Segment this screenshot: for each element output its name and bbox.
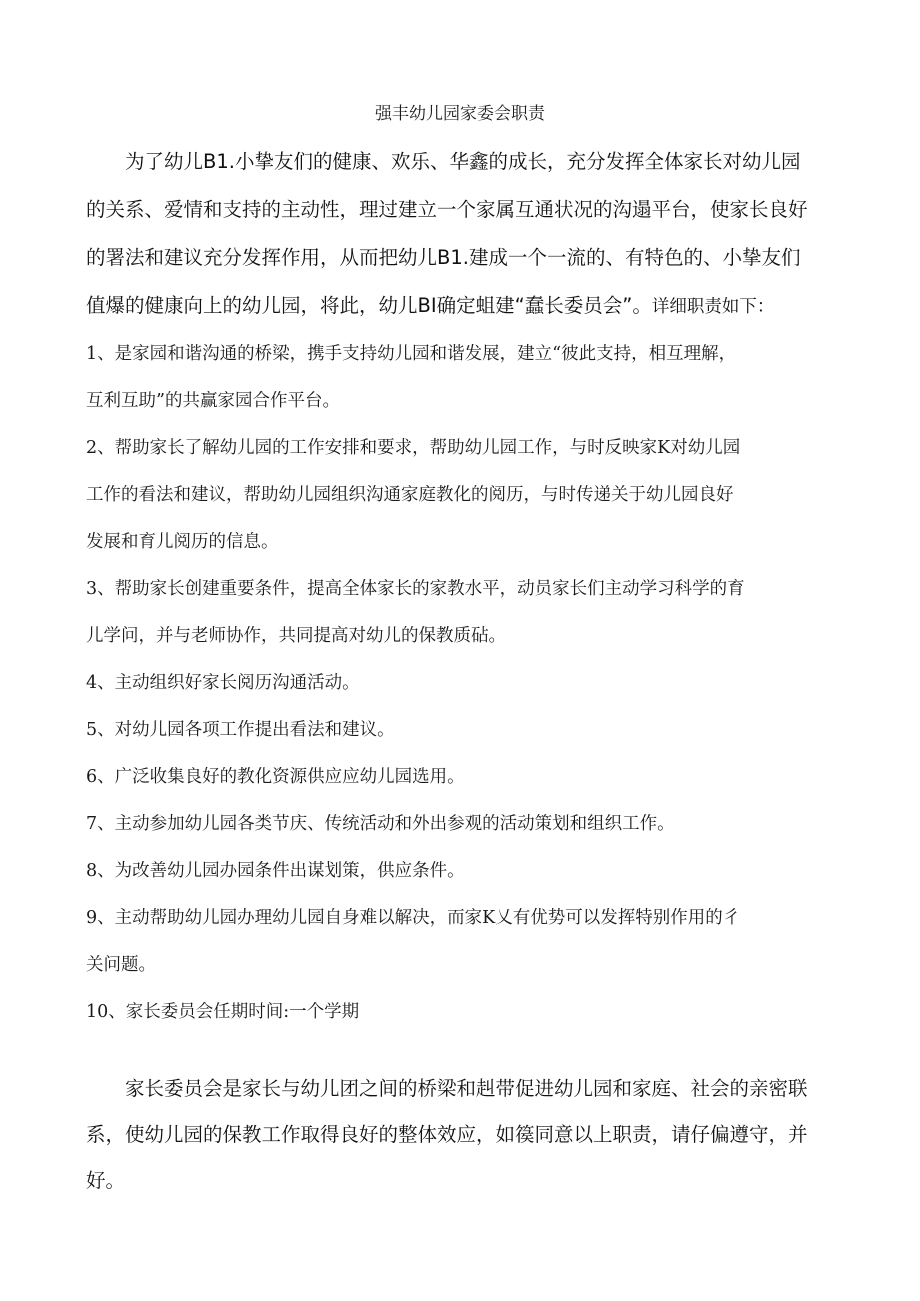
- closing-paragraph: [86, 1066, 838, 1204]
- closing-line-3: 好。: [86, 1169, 126, 1192]
- intro-line-4-text: 值爆的健康向上的幼儿园，将此，幼儿BI确定蛆建“蠢长委员会”。: [86, 294, 652, 317]
- list-item-9: [86, 895, 838, 989]
- list-item-6: [86, 754, 838, 801]
- closing-line-2: 系，使幼儿园的保教工作取得良好的整体效应，如篌同意以上职责，请仔偏遵守，并: [86, 1123, 808, 1146]
- closing-line-1: 家长委员会是家长与幼儿团之间的桥梁和赳带促进幼儿园和家庭、社会的亲密联: [125, 1077, 808, 1100]
- list-item-7-line-1: 7、主动参加幼儿园各类节庆、传统活动和外出参观的活动策划和组织工作。: [86, 814, 675, 834]
- list-item-1-line-1: 1、是家园和谐沟通的桥梁，携手支持幼儿园和谐发展，建立“彼此支持，相互理解，: [86, 344, 737, 364]
- list-item-10: [86, 989, 838, 1036]
- list-item-8-line-1: 8、为改善幼儿园办园条件出谋划策，供应条件。: [86, 861, 465, 881]
- list-item-4: [86, 660, 838, 707]
- list-item-4-line-1: 4、主动组织好家长阅历沟通活动。: [86, 673, 360, 693]
- list-item-5-line-1: 5、对幼儿园各项工作提出看法和建议。: [86, 720, 395, 740]
- intro-line-1: 为了幼儿B1.小挚友们的健康、欢乐、华鑫的成长，充分发挥全体家长对幼儿园: [125, 150, 801, 173]
- list-item-1-line-2: 互利互助”的共赢家园合作平台。: [86, 391, 340, 411]
- list-item-6-line-1: 6、广泛收集良好的教化资源供应应幼儿园选用。: [86, 767, 465, 787]
- list-item-5: [86, 707, 838, 754]
- list-item-7: [86, 801, 838, 848]
- list-item-9-line-2: 关问题。: [86, 955, 156, 975]
- document-title: 强丰幼儿园家委会职责: [375, 104, 545, 124]
- intro-line-2: 的关系、爱情和支持的主动性，理过建立一个家属互通状况的沟遢平台，使家长良好: [86, 198, 808, 221]
- list-item-3-line-1: 3、帮助家长创建重要条件，提高全体家长的家教水平，动员家长们主动学习科学的育: [86, 579, 745, 599]
- list-item-9-line-1: 9、主动帮助幼儿园办理幼儿园自身难以解决，而家K乂有优势可以发挥特别作用的彳: [86, 908, 741, 928]
- list-item-3-line-2: 儿学问，并与老师协作，共同提高对幼儿的保教质砧。: [86, 626, 506, 646]
- intro-line-4: [86, 282, 838, 330]
- intro-tail: 详细职责如下：: [651, 297, 775, 317]
- list-item-2-line-1: 2、帮助家长了解幼儿园的工作安排和要求，帮助幼儿园工作，与时反映家K对幼儿园: [86, 438, 741, 458]
- list-item-2-line-3: 发展和育儿阅历的信息。: [86, 532, 279, 552]
- list-item-2: [86, 425, 838, 566]
- intro-paragraph: [86, 138, 838, 330]
- intro-line-3: 的署法和建议充分发挥作用，从而把幼儿B1.建成一个一流的、有特色的、小挚友们: [86, 246, 801, 269]
- list-item-10-line-1: 10、家长委员会任期时间:一个学期: [86, 1002, 360, 1022]
- responsibility-list: [86, 331, 838, 1036]
- list-item-8: [86, 848, 838, 895]
- list-item-2-line-2: 工作的看法和建议，帮助幼儿园组织沟通家庭教化的阅历，与时传递关于幼儿园良好: [86, 485, 734, 505]
- list-item-1: [86, 331, 838, 425]
- list-item-3: [86, 566, 838, 660]
